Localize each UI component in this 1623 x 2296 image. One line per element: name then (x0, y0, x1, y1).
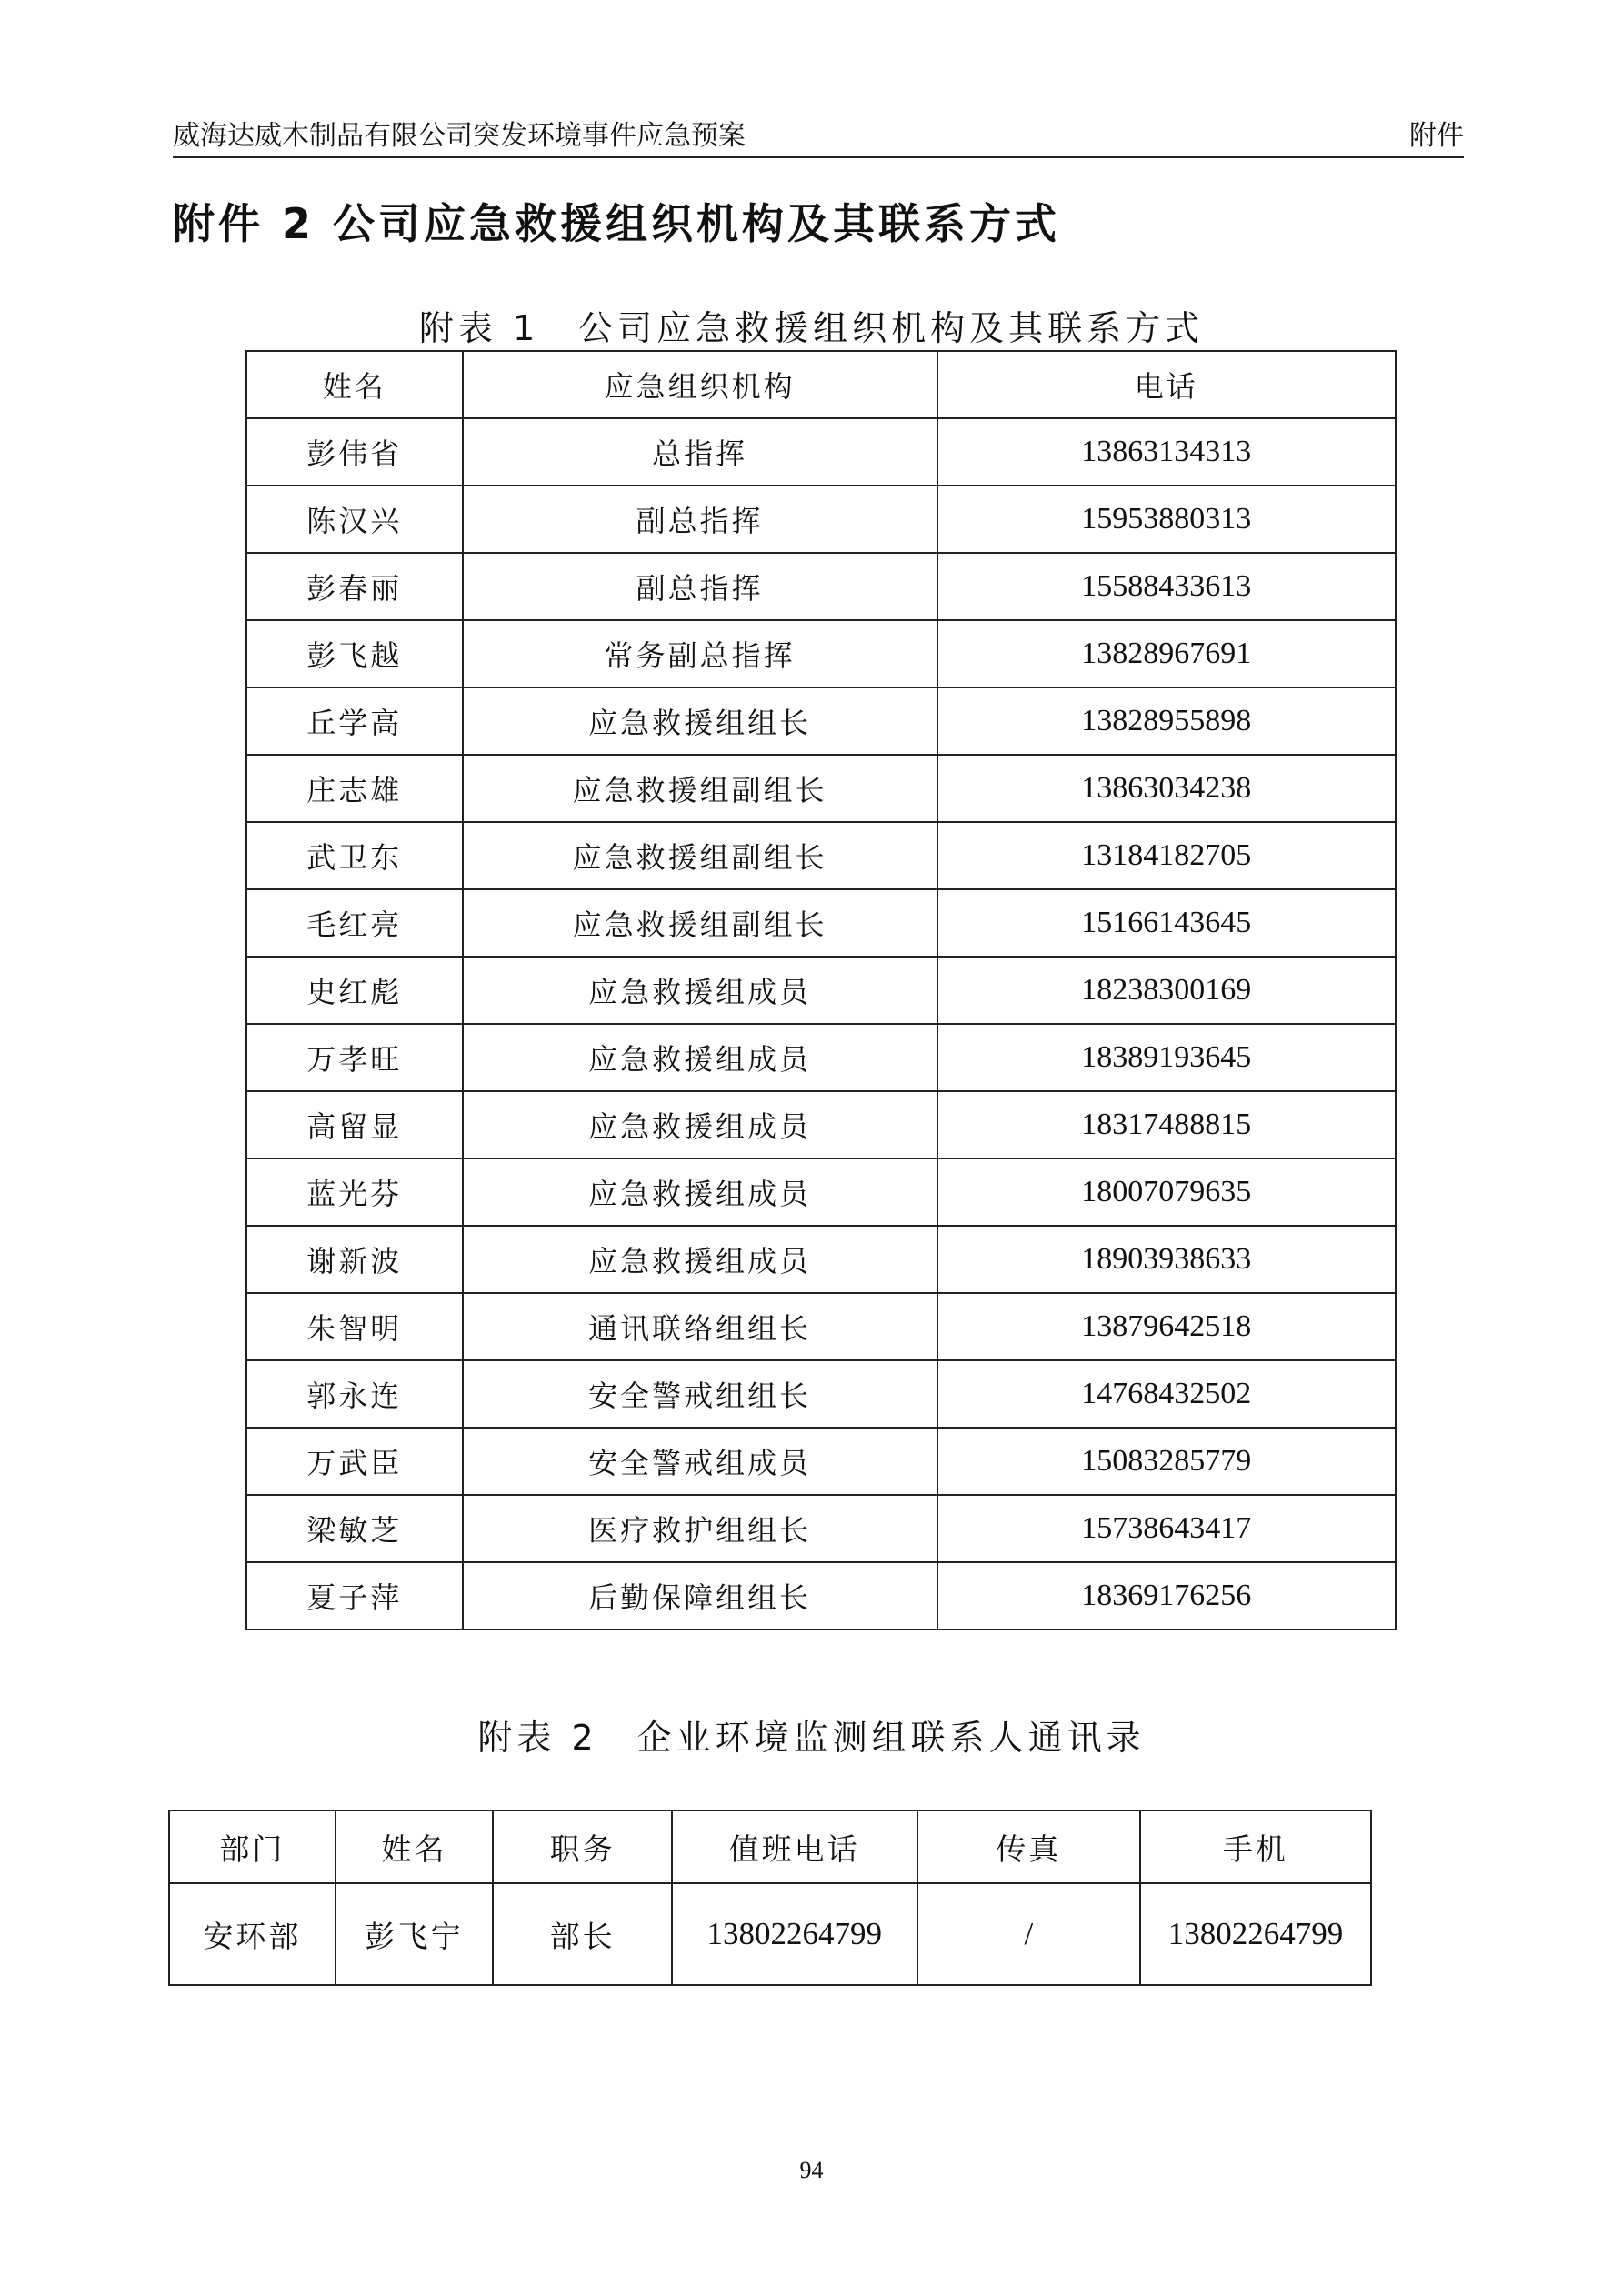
table1-cell-name: 高留显 (246, 1091, 463, 1158)
table-row (246, 889, 1396, 957)
table1-cell-phone: 13879642518 (937, 1293, 1396, 1360)
table-row (246, 687, 1396, 755)
table-row (246, 1024, 1396, 1091)
table1-cell-organization: 副总指挥 (463, 553, 937, 620)
table-row (246, 755, 1396, 822)
table1-cell-phone: 15953880313 (937, 486, 1396, 553)
table-row (246, 1226, 1396, 1293)
table1-cell-phone: 15738643417 (937, 1495, 1396, 1562)
table1-cell-organization: 常务副总指挥 (463, 620, 937, 687)
page-title: 附件 2 公司应急救援组织机构及其联系方式 (173, 199, 1061, 248)
table1-cell-phone: 15083285779 (937, 1428, 1396, 1495)
table1-cell-name: 毛红亮 (246, 889, 463, 957)
table1-cell-phone: 18389193645 (937, 1024, 1396, 1091)
table1-cell-organization: 安全警戒组成员 (463, 1428, 937, 1495)
table1-cell-phone: 14768432502 (937, 1360, 1396, 1428)
table-row (246, 1562, 1396, 1629)
table1-cell-organization: 应急救援组成员 (463, 1024, 937, 1091)
table2-cell-duty-phone: 13802264799 (672, 1883, 917, 1985)
header-section-label: 附件 (1409, 120, 1464, 152)
table1-body (246, 418, 1396, 1629)
table1-cell-organization: 应急救援组副组长 (463, 889, 937, 957)
table1-cell-organization: 应急救援组成员 (463, 957, 937, 1024)
table2-header-mobile: 手机 (1140, 1810, 1371, 1883)
table1-cell-name: 彭伟省 (246, 418, 463, 486)
table1-cell-organization: 副总指挥 (463, 486, 937, 553)
table1-cell-organization: 应急救援组组长 (463, 687, 937, 755)
table1-cell-phone: 15588433613 (937, 553, 1396, 620)
table1-cell-phone: 13828967691 (937, 620, 1396, 687)
table1-cell-name: 蓝光芬 (246, 1158, 463, 1226)
table1-cell-phone: 18238300169 (937, 957, 1396, 1024)
table1-cell-name: 谢新波 (246, 1226, 463, 1293)
table1-cell-name: 夏子萍 (246, 1562, 463, 1629)
table-row (246, 822, 1396, 889)
table1-cell-name: 丘学高 (246, 687, 463, 755)
table1-cell-name: 朱智明 (246, 1293, 463, 1360)
table1-header-name: 姓名 (246, 351, 463, 418)
table1-cell-phone: 13863034238 (937, 755, 1396, 822)
table2-cell-department: 安环部 (169, 1883, 336, 1985)
table1-cell-name: 彭飞越 (246, 620, 463, 687)
table-row (246, 957, 1396, 1024)
table1-cell-organization: 安全警戒组组长 (463, 1360, 937, 1428)
table1-cell-organization: 应急救援组成员 (463, 1158, 937, 1226)
table1-cell-name: 万孝旺 (246, 1024, 463, 1091)
table-row (246, 1428, 1396, 1495)
table1-cell-phone: 18903938633 (937, 1226, 1396, 1293)
table1-cell-name: 陈汉兴 (246, 486, 463, 553)
table1-cell-name: 武卫东 (246, 822, 463, 889)
table-row (246, 1091, 1396, 1158)
table-row (246, 1158, 1396, 1226)
table2-header-position: 职务 (493, 1810, 672, 1883)
table2-caption: 附表 2 企业环境监测组联系人通讯录 (477, 1718, 1146, 1758)
table2-header-duty-phone: 值班电话 (672, 1810, 917, 1883)
table1-cell-name: 郭永连 (246, 1360, 463, 1428)
table1-cell-organization: 应急救援组副组长 (463, 822, 937, 889)
table2-cell-fax: / (917, 1883, 1140, 1985)
table1-cell-phone: 18317488815 (937, 1091, 1396, 1158)
table1-cell-organization: 通讯联络组组长 (463, 1293, 937, 1360)
table1-cell-organization: 医疗救护组组长 (463, 1495, 937, 1562)
table-row (246, 1293, 1396, 1360)
table1-header-row (246, 351, 1396, 418)
table2-header-row (169, 1810, 1371, 1883)
header-document-title: 威海达威木制品有限公司突发环境事件应急预案 (173, 120, 746, 152)
table-row (246, 620, 1396, 687)
table1-cell-name: 梁敏芝 (246, 1495, 463, 1562)
page-number: 94 (799, 2157, 824, 2183)
table2-header-department: 部门 (169, 1810, 336, 1883)
monitoring-contacts-table (168, 1810, 1372, 1986)
table2-header-fax: 传真 (917, 1810, 1140, 1883)
table-row (246, 1495, 1396, 1562)
table1-cell-organization: 应急救援组副组长 (463, 755, 937, 822)
table1-cell-organization: 后勤保障组组长 (463, 1562, 937, 1629)
table-row (246, 553, 1396, 620)
table1-cell-phone: 13863134313 (937, 418, 1396, 486)
table1-cell-phone: 15166143645 (937, 889, 1396, 957)
table-row (246, 486, 1396, 553)
table1-cell-phone: 13828955898 (937, 687, 1396, 755)
table-row (246, 418, 1396, 486)
table-row (169, 1883, 1371, 1985)
table1-cell-name: 史红彪 (246, 957, 463, 1024)
table2-header-name: 姓名 (336, 1810, 494, 1883)
table1-cell-organization: 应急救援组成员 (463, 1226, 937, 1293)
table1-header-phone: 电话 (937, 351, 1396, 418)
table2-cell-name: 彭飞宁 (336, 1883, 494, 1985)
table2-cell-position: 部长 (493, 1883, 672, 1985)
emergency-organization-table (245, 350, 1397, 1630)
table1-cell-phone: 18369176256 (937, 1562, 1396, 1629)
table1-cell-organization: 应急救援组成员 (463, 1091, 937, 1158)
table1-cell-phone: 13184182705 (937, 822, 1396, 889)
table1-header-organization: 应急组织机构 (463, 351, 937, 418)
table1-caption: 附表 1 公司应急救援组织机构及其联系方式 (418, 308, 1205, 348)
table-row (246, 1360, 1396, 1428)
table1-cell-name: 万武臣 (246, 1428, 463, 1495)
page-header (173, 116, 1464, 158)
table2-cell-mobile: 13802264799 (1140, 1883, 1371, 1985)
table1-cell-name: 彭春丽 (246, 553, 463, 620)
table1-cell-phone: 18007079635 (937, 1158, 1396, 1226)
table1-cell-organization: 总指挥 (463, 418, 937, 486)
table1-cell-name: 庄志雄 (246, 755, 463, 822)
